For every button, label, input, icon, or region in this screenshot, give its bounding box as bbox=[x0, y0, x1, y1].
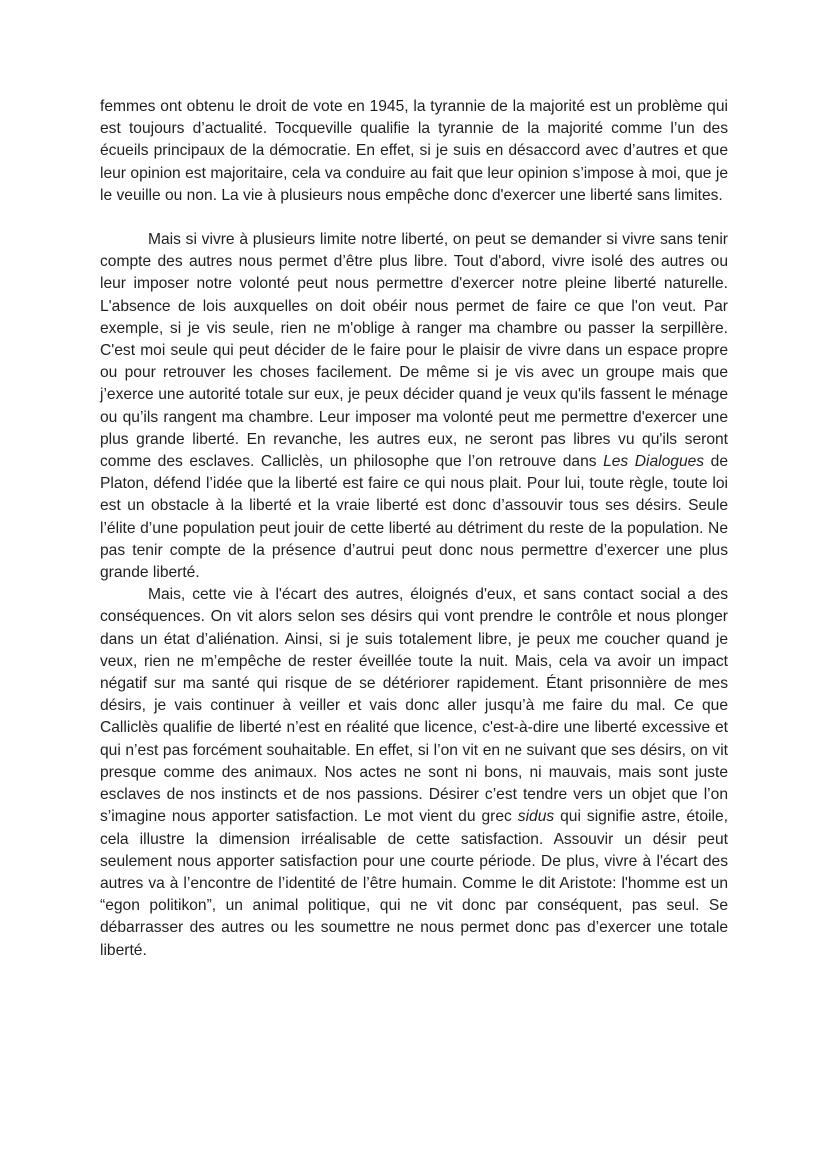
greek-word-sidus: sidus bbox=[517, 808, 555, 826]
paragraph-text: Mais si vivre à plusieurs limite notre liberté, on peut se demander si vivre sans tenir compte des autres nous permet d’être plus libre. Tout d'abord, vivre isolé des autres ou leur imposer notre volonté peut nous permettre d'exercer notre pleine liberté naturelle. L'absence de lois auxquelles on doit obéir nous permet de faire ce que l'on veut. Par exemple, si je vis seule, rien ne m'oblige à ranger ma chambre ou passer la serpillère. C'est moi seule qui peut décider de le faire pour le plaisir de vivre dans un espace propre ou pour retrouver les choses facilement. De même si je vis avec un groupe mais que j’exerce une autorité totale sur eux, je peux décider quand je veux qu'ils fassent le ménage ou qu’ils rangent ma chambre. Leur imposer ma volonté peut me permettre d'exercer une plus grande liberté. En revanche, les autres eux, ne seront pas libres vu qu'ils seront comme des esclaves. Calliclès, un philosophe que l’on retrouve dans bbox=[100, 231, 728, 471]
paragraph-text: qui signifie astre, étoile, cela illustre la dimension irréalisable de cette satisfaction. Assouvir un désir peut seulement nous apporter satisfaction pour une courte période. De plus, vivre à l'écart des autres va à l’encontre de l’identité de l’être humain. Comme le dit Aristote: l'homme est un “egon politikon”, un animal politique, qui ne vit donc par conséquent, pas seul. Se débarrasser des autres ou les soumettre ne nous permet donc pas d’exercer une totale liberté. bbox=[100, 808, 728, 959]
book-title-les-dialogues: Les Dialogues bbox=[603, 453, 705, 471]
paragraph-text: de Platon, défend l’idée que la liberté est faire ce qui nous plait. Pour lui, toute règle, toute loi est un obstacle à la liberté et la vraie liberté est donc d’assouvir tous ses désirs. Seule l’élite d’une population peut jouir de cette liberté au détriment du reste de la population. Ne pas tenir compte de la présence d’autrui peut donc nous permettre d’exercer une plus grande liberté. bbox=[100, 453, 728, 582]
paragraph-consequences-isolation bbox=[100, 584, 728, 961]
document-page bbox=[100, 96, 728, 962]
paragraph-voting-tyranny bbox=[100, 96, 728, 207]
paragraph-living-without-others bbox=[100, 229, 728, 584]
paragraph-text: femmes ont obtenu le droit de vote en 1945, la tyrannie de la majorité est un problème qui est toujours d’actualité. Tocqueville qualifie la tyrannie de la majorité comme l’un des écueils principaux de la démocratie. En effet, si je suis en désaccord avec d’autres et que leur opinion est majoritaire, cela va conduire au fait que leur opinion s’impose à moi, que je le veuille ou non. La vie à plusieurs nous empêche donc d'exercer une liberté sans limites. bbox=[100, 98, 728, 204]
paragraph-text: Mais, cette vie à l'écart des autres, éloignés d'eux, et sans contact social a des conséquences. On vit alors selon ses désirs qui vont prendre le contrôle et nous plonger dans un état d’aliénation. Ainsi, si je suis totalement libre, je peux me coucher quand je veux, rien ne m’empêche de rester éveillée toute la nuit. Mais, cela va avoir un impact négatif sur ma santé qui risque de se détériorer rapidement. Étant prisonnière de mes désirs, je vais continuer à veiller et vais donc aller jusqu’à me faire du mal. Ce que Calliclès qualifie de liberté n’est en réalité que licence, c'est-à-dire une liberté excessive et qui n’est pas forcément souhaitable. En effet, si l’on vit en ne suivant que ses désirs, on vit presque comme des animaux. Nos actes ne sont ni bons, ni mauvais, mais sont juste esclaves de nos instincts et de nos passions. Désirer c’est tendre vers un objet que l’on s’imagine nous apporter satisfaction. Le mot vient du grec bbox=[100, 586, 728, 826]
